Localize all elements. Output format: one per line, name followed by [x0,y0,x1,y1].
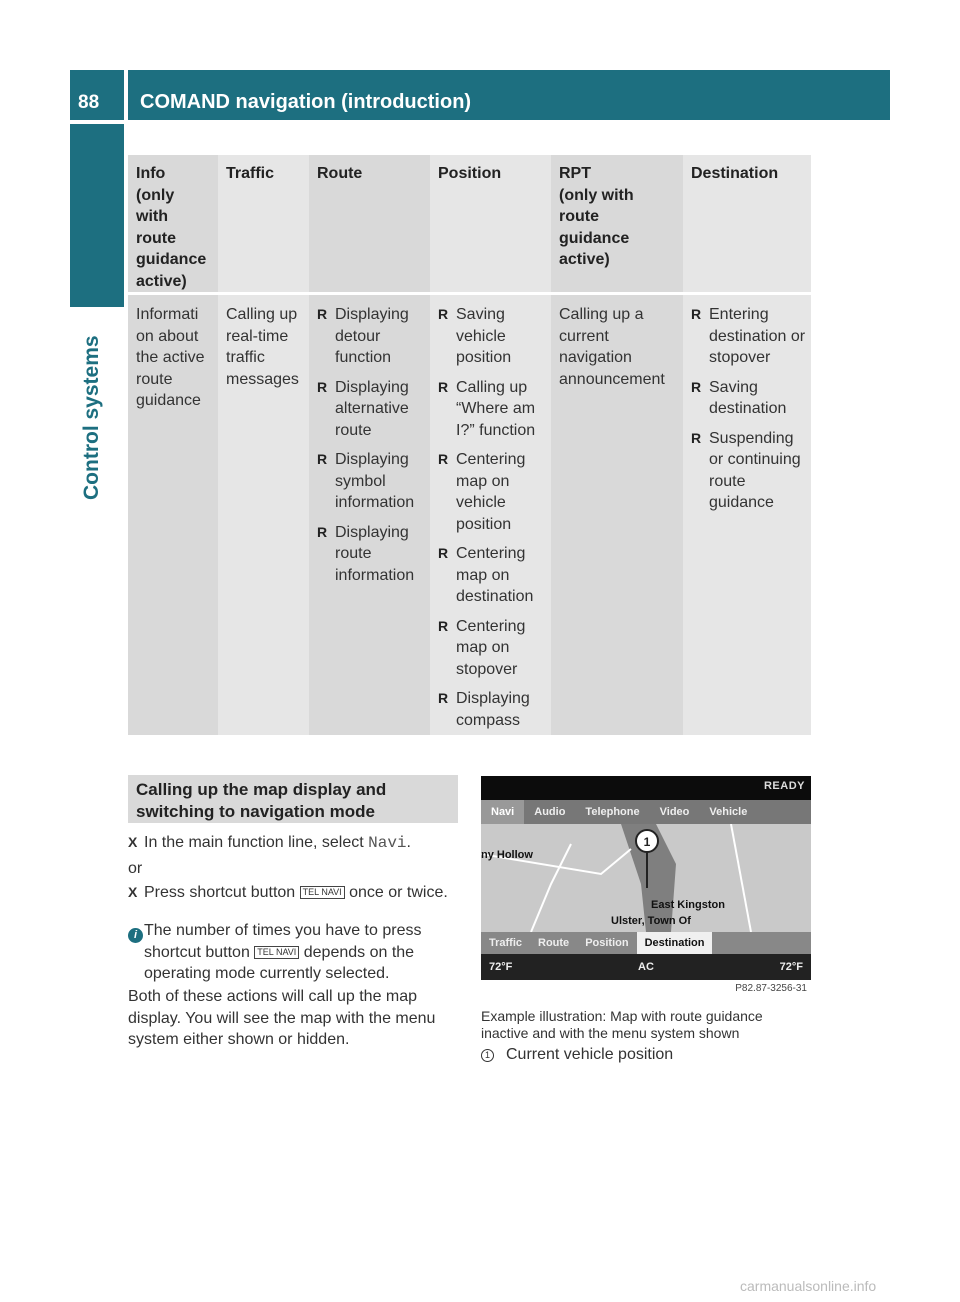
list-item-text: Displaying symbol information [335,451,415,511]
list-item [438,449,551,535]
step-shortcut-button [128,882,468,904]
tel-navi-key-icon: TEL NAVI [254,946,299,959]
map-area [481,824,811,932]
table-header-line: active) [559,251,610,268]
table-cell-line: Calling up [226,306,298,323]
function-line-item: Navi [481,800,524,824]
main-function-line [481,800,811,824]
table-header-line: route [559,208,599,225]
list-item [691,377,811,420]
header-divider [309,292,430,295]
list-item-text: Displaying compass [456,690,530,729]
function-line-item: Video [659,806,690,818]
title-bar [128,70,890,120]
step-text-end: once or twice. [344,884,448,901]
table-header-line: Info [136,165,166,182]
table-cell-line: the active [136,349,205,366]
table-cell [551,304,683,390]
figure-caption: Example illustration: Map with route guidance inactive and with the menu system shown [481,1008,763,1041]
section-heading: Calling up the map display and switching to navigation mode [128,775,458,823]
map-label: ny Hollow [481,849,533,861]
table-header-line: with [136,208,168,225]
table-cell-line: route [136,370,173,388]
list-item [317,522,430,587]
submenu-item: Route [538,937,570,949]
bullet-icon: R [317,306,328,322]
table-header-line: Route [317,165,363,182]
page-number: 88 [78,92,100,113]
menu-table [128,155,811,735]
info-text-end: depends on the operating mode currently selected. [144,943,415,982]
table-header-line: active) [136,272,187,290]
map-graphic [481,824,811,932]
list-item [438,377,551,442]
callout-marker: 1 [643,835,651,849]
function-line-item: Audio [534,806,566,818]
table-cell-line: messages [226,370,299,388]
bullet-icon: R [691,378,702,395]
table-col-rpt [551,155,683,735]
table-cell [430,304,551,739]
table-cell-line: Calling up a [559,306,644,323]
table-col-info [128,155,218,735]
function-line-item: Telephone [585,806,640,818]
step-arrow-icon: X [128,834,138,850]
or-text: or [128,860,143,877]
list-item-text: Calling up “Where am I?” function [456,378,536,439]
bullet-icon: R [317,378,328,395]
list-item-text: Saving destination [709,378,787,417]
table-cell-line: announcement [559,370,665,388]
table-col-traffic [218,155,309,735]
illustration-code: P82.87-3256-31 [735,983,807,994]
list-item-text: Centering map on stopover [456,617,526,678]
table-cell [309,304,430,594]
table-cell-line: Informati [136,306,199,323]
side-tab-label: Control systems [80,335,103,500]
illustration-code-strip [481,980,811,998]
table-cell-line: on about [136,327,199,345]
info-note [128,920,463,985]
list-item-text: Displaying route information [335,523,415,584]
info-text: The number of times you have to press shortcut button [144,922,422,961]
bullet-icon: R [317,451,328,467]
table-header-line: guidance [136,251,207,268]
bullet-icon: R [438,451,449,467]
table-header-line: Position [438,165,502,182]
table-header [430,155,551,292]
table-header-line: (only [136,186,175,204]
submenu-item: Traffic [489,937,523,949]
table-header-line: (only with [559,186,634,204]
table-col-position [430,155,551,735]
table-header [128,155,218,292]
table-cell-line: current [559,327,609,345]
watermark: carmanualsonline.info [740,1278,877,1294]
road-line [531,844,571,932]
bullet-icon: R [691,429,702,446]
table-cell [683,304,811,522]
map-label: East Kingston [651,899,725,911]
table-cell-line: navigation [559,349,632,366]
tel-navi-key-icon: TEL NAVI [300,886,345,899]
list-item [438,616,551,681]
table-header-line: route [136,229,176,247]
step-text: In the main function line, select [144,834,369,851]
submenu-item: Position [585,937,629,949]
table-header-line: guidance [559,229,630,247]
step-text: Press shortcut button [144,884,300,901]
submenu-item: Destination [637,932,713,954]
list-item-text: Centering map on destination [456,545,534,605]
step-text-end: . [406,834,411,851]
climate-item: 72°F [779,961,803,973]
table-header [309,155,430,292]
menu-code-navi: Navi [368,834,407,852]
table-col-destination [683,155,811,735]
table-header [551,155,683,292]
table-cell [218,304,309,390]
header-divider [430,292,551,295]
table-cell [128,304,218,412]
list-item [438,543,551,608]
map-screenshot [481,776,811,998]
table-cell-line: traffic [226,349,265,366]
header-divider [683,292,811,295]
table-header-line: Traffic [226,165,275,182]
header-divider [218,292,309,295]
bullet-icon: R [438,378,449,395]
climate-line [481,954,811,980]
list-item [317,449,430,514]
table-header [218,155,309,292]
table-header [683,155,811,292]
bullet-icon: R [438,617,449,634]
road-line [731,824,751,932]
callout-legend [481,1046,673,1064]
submenu-line [481,932,811,954]
callout-text: Current vehicle position [506,1046,674,1063]
list-item-text: Suspending or continuing route guidance [709,429,801,511]
header-divider [551,292,683,295]
bullet-icon: R [438,545,449,561]
list-item [438,304,551,369]
page-title: COMAND navigation (introduction) [140,91,472,113]
climate-item: AC [638,961,654,973]
info-icon: i [128,928,143,943]
bullet-icon: R [317,523,328,540]
list-item [317,377,430,442]
list-item-text: Entering destination or stopover [709,306,806,366]
step-select-navi [128,832,468,855]
bullet-icon: R [691,306,702,322]
table-cell-line: guidance [136,392,201,409]
side-tab-box [70,124,124,307]
step-arrow-icon: X [128,884,138,900]
list-item-text: Saving vehicle position [456,306,512,366]
list-item-text: Displaying alternative route [335,378,409,439]
status-text: READY [763,780,805,792]
list-item [438,688,551,731]
header-divider [128,292,218,295]
list-item-text: Displaying detour function [335,306,409,366]
page-number-box [70,70,124,120]
list-item [691,428,811,514]
climate-item: 72°F [489,961,513,973]
table-header-line: RPT [559,165,591,182]
callout-number-icon: 1 [481,1049,494,1062]
table-cell-line: real-time [226,327,289,345]
table-header-line: Destination [691,165,779,182]
table-col-route [309,155,430,735]
bullet-icon: R [438,306,449,322]
function-line-item: Vehicle [709,806,748,818]
list-item-text: Centering map on vehicle position [456,451,526,533]
body-paragraph: Both of these actions will call up the map display. You will see the map with the menu system either shown or hidden. [128,988,436,1048]
bullet-icon: R [438,690,449,706]
map-label: Ulster, Town Of [611,915,691,927]
list-item [317,304,430,369]
list-item [691,304,811,369]
